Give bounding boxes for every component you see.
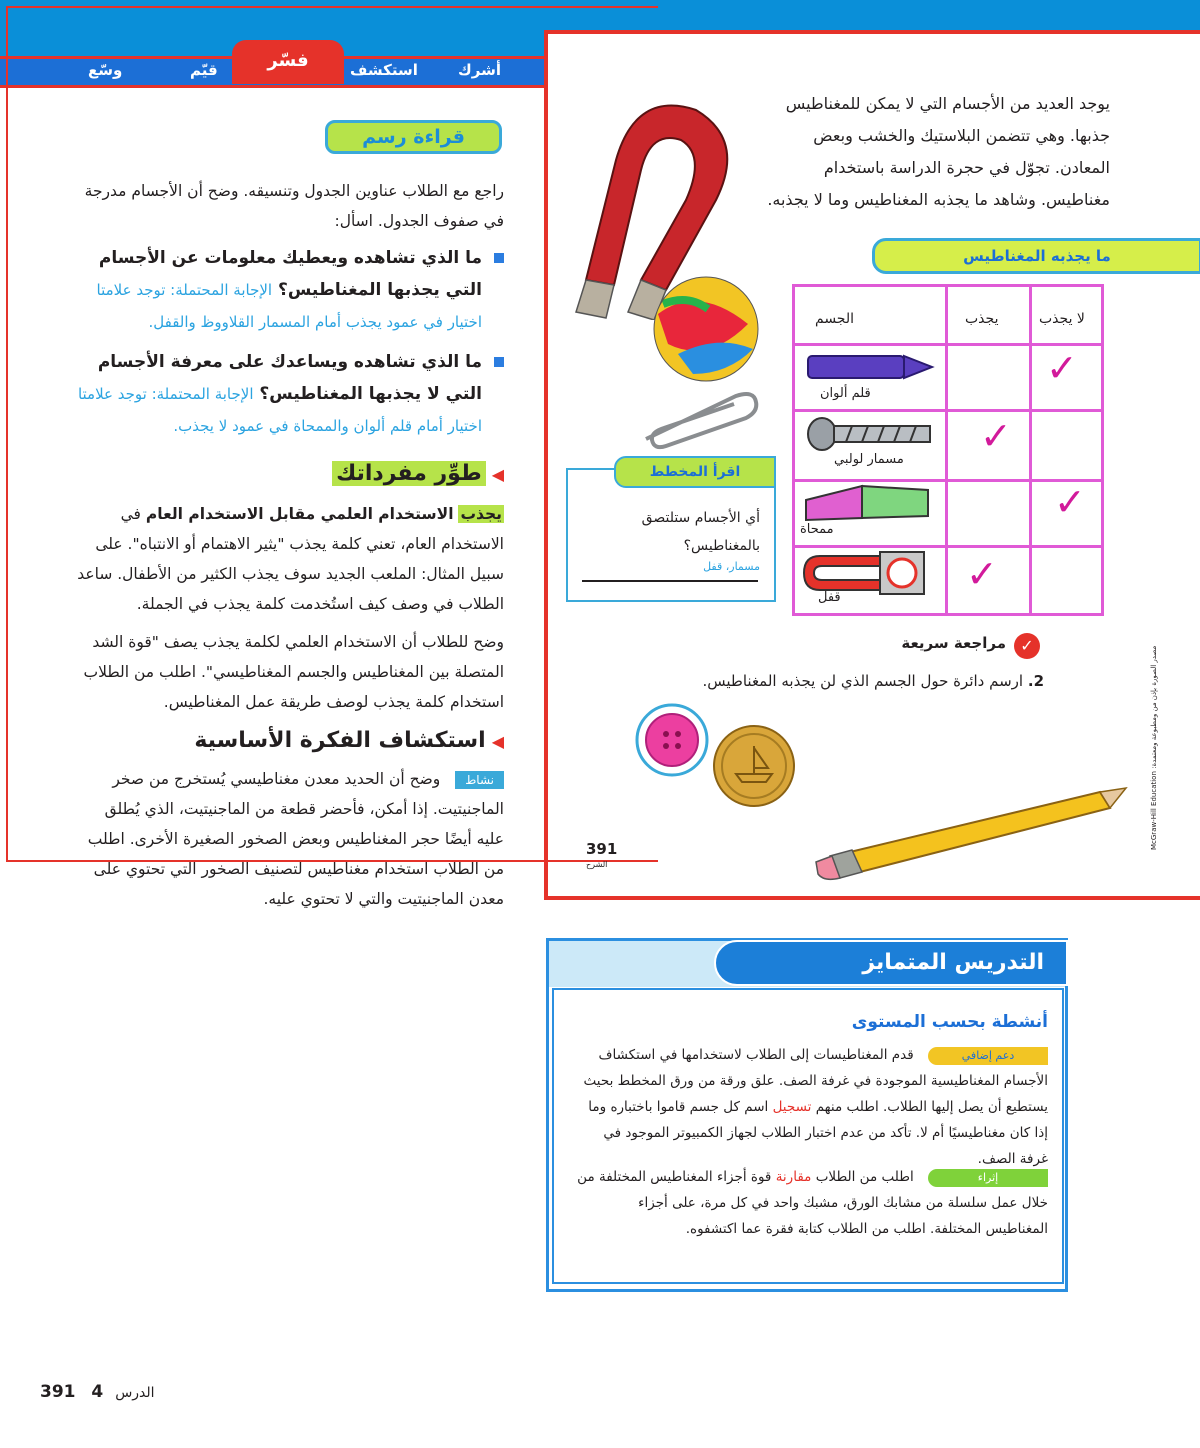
check-mark-icon: ✓ [1054,480,1086,524]
col-not-attracts: لا يجذب [1039,311,1085,327]
triangle-icon: ◀ [491,465,504,484]
answer-line [582,580,758,582]
enrichment-paragraph: إثراء اطلب من الطلاب مقارنة قوة أجزاء المغناطيس المختلفة من خلال عمل سلسلة من مشابك الورق، مشبك واحد في كل مرة، على أجزاء المغناطيس المختلفة. اطلب من الطلاب كتابة فقرة عما اكتشفوه. [577,1169,1048,1237]
coin-image[interactable] [712,724,796,808]
vocab-heading: ◀طوِّر مفرداتك [74,456,504,493]
student-page-border [6,6,658,862]
eraser-image [802,480,936,526]
item-crayon: قلم ألوان [820,386,871,401]
item-screw: مسمار لولبي [834,452,904,467]
extra-support-tag: دعم إضافي [928,1047,1048,1065]
chart-title: ما يجذبه المغناطيس [872,238,1200,274]
col-object: الجسم [815,311,854,327]
book-intro: يوجد العديد من الأجسام التي لا يمكن للمغناطيس جذبها. وهي تتضمن البلاستيك والخشب وبعض المعادن. تجوّل في حجرة الدراسة باستخدام مغناطيس. وشاهد ما يجذبه المغناطيس وما لا يجذبه. [767,94,1110,209]
table-col-divider [945,287,948,613]
question-text: ارسم دائرة حول الجسم الذي لن يجذبه المغناطيس. [702,672,1024,690]
chart-intro: راجع مع الطلاب عناوين الجدول وتنسيقه. وضح أن الأجسام مدرجة في صفوف الجدول. اسأل: [84,182,504,230]
vocab-paragraph-2: وضح للطلاب أن الاستخدام العلمي لكلمة يجذب يصف "قوة الشد المتصلة بين المغناطيس والجسم المغناطيسي". اطلب من الطلاب استخدام كلمة يجذب لوصف طريقة عمل المغناطيس. [83,633,504,711]
differentiated-title: التدريس المتمايز [714,940,1068,986]
footer-lesson-number: 4 [91,1382,104,1402]
read-chart-question: أي الأجسام ستلتصق بالمغناطيس؟ [641,510,760,554]
explore-heading: ◀استكشاف الفكرة الأساسية [194,728,504,753]
question-2-prompt [640,672,1044,690]
quick-check-heading: مراجعة سريعة [901,634,1006,652]
footer-page-number: 391 [40,1382,76,1402]
triangle-icon: ◀ [491,732,504,751]
question-2-text: ما الذي تشاهده ويساعدك على معرفة الأجسام التي لا يجذبها المغناطيس؟ [97,352,482,404]
book-page-section: الشرح [586,860,608,869]
answer-2: الإجابة المحتملة: توجد علامتا اختيار أمام قلم ألوان والممحاة في عمود لا يجذب. [77,385,482,435]
col-attracts: يجذب [965,311,999,327]
tab-evaluate[interactable]: قيّم [190,61,218,79]
extra-support-paragraph: دعم إضافي قدم المغناطيسات إلى الطلاب لاستخدامها في استكشاف الأجسام المغناطيسية الموجودة في غرفة الصف. علق ورقة من ورق المخطط بحيث يستطيع أن يصل إليها الطلاب. اطلب منهم تسجيل اسم كل جسم قاموا باختباره وما إذا كان مغناطيسيًا أم لا. تأكد من عدم اختبار الطلاب لجهاز الكمبيوتر الموجود في غرفة الصف. [583,1047,1048,1167]
item-lock: قفل [818,590,841,605]
table-col-divider [1029,287,1032,613]
paper-clip-image [636,384,760,454]
explore-paragraph: نشاط وضح أن الحديد معدن مغناطيسي يُستخرج من صخر الماجنيتيت. إذا أمكن، فأحضر قطعة من الماجنيتيت، الذي يُطلق عليه أيضًا حجر المغناطيس وبعض الصخور الصغيرة الأخرى. اطلب من الطلاب استخدام مغناطيس لتصنيف الصخور التي تحتوي على معدن الماجنيتيت والتي لا تحتوي عليه. [87,770,504,908]
vocab-body-1: في الاستخدام العام، تعني كلمة يجذب "يثير الاهتمام أو الانتباه". على سبيل المثال: الملعب الجديد سوف يجذب الكثير من الأطفال. ساعد الطلاب في وصف كيف استُخدمت كلمة يجذب في الجملة. [77,505,504,613]
check-mark-icon: ✓ [1046,346,1078,390]
screw-image [802,414,942,454]
question-1-text: ما الذي تشاهده ويعطيك معلومات عن الأجسام التي يجذبها المغناطيس؟ [98,248,482,300]
read-chart-tab: اقرأ المخطط [614,456,776,488]
tab-explain[interactable]: فسّر [232,40,344,84]
vocab-word: يجذب [460,505,502,523]
check-circle-icon: ✓ [1014,633,1040,659]
question-number: 2. [1027,672,1044,690]
leveled-activities-heading: أنشطة بحسب المستوى [851,1012,1048,1032]
button-image[interactable] [634,702,710,778]
enrichment-tag: إثراء [928,1169,1048,1187]
tab-explore[interactable]: استكشف [350,61,418,79]
activity-tag: نشاط [455,771,504,789]
photo-credit: McGraw-Hill Education :مصدر الصورة بإذن من ومطبوعة ومعتمدة [1150,645,1158,850]
keyword-record: تسجيل [772,1099,812,1115]
pencil-image [810,784,1128,884]
heading-read-chart: قراءة رسم [325,120,502,154]
page-footer [40,1382,155,1402]
answer-1: الإجابة المحتملة: توجد علامتا اختيار في عمود يجذب أمام المسمار القلاووظ والقفل. [96,281,482,331]
item-eraser: ممحاة [800,522,834,537]
table-row-divider [795,409,1101,412]
crayon-image [802,348,936,384]
check-mark-icon: ✓ [980,414,1012,458]
check-mark-icon: ✓ [966,552,998,596]
read-chart-answer: مسمار، قفل [703,560,760,573]
marble-image [648,274,764,384]
tab-engage[interactable]: أشرك [458,61,501,79]
book-page-number: 391 [586,840,618,858]
keyword-compare: مقارنة [775,1169,812,1185]
vocab-lead: الاستخدام العلمي مقابل الاستخدام العام [145,505,454,523]
footer-lesson-label: الدرس [115,1385,155,1401]
tab-extend[interactable]: وسّع [88,61,123,79]
